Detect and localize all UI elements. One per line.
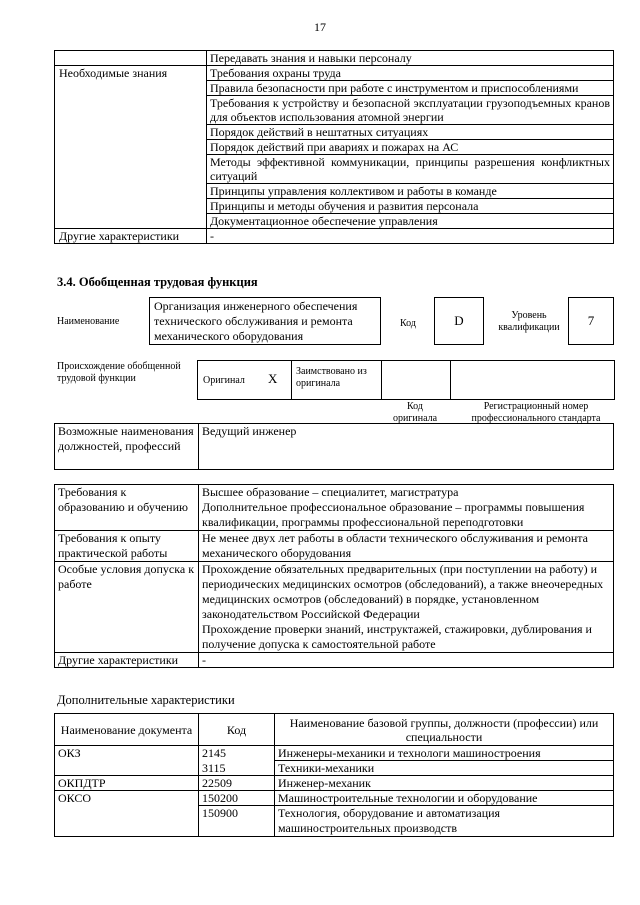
table-cell-empty [55, 214, 207, 229]
table-cell-empty [55, 199, 207, 214]
table-row [55, 806, 614, 837]
table-cell-empty [55, 140, 207, 155]
table-cell-value: Методы эффективной коммуникации, принципы разрешения конфликтных ситуаций [207, 155, 614, 184]
table-cell-value: Документационное обеспечение управления [207, 214, 614, 229]
origin-box [197, 360, 615, 400]
cell-doc: ОКПДТР [55, 776, 199, 791]
cell-name: Инженер-механик [275, 776, 614, 791]
table-row [55, 653, 614, 668]
table-cell-value: Принципы и методы обучения и развития персонала [207, 199, 614, 214]
table-row [55, 81, 614, 96]
requirement-value: - [199, 653, 614, 668]
cell-name: Машиностроительные технологии и оборудование [275, 791, 614, 806]
table-row [55, 424, 614, 470]
positions-table [54, 423, 614, 470]
code-box: D [434, 297, 484, 345]
original-label: Оригинал [203, 375, 245, 386]
requirement-value: Не менее двух лет работы в области технического обслуживания и ремонта механического оборудования [199, 531, 614, 562]
table-row [55, 214, 614, 229]
divider [450, 360, 451, 400]
table-cell-empty [55, 184, 207, 199]
table-row [55, 229, 614, 244]
table-cell-empty [55, 96, 207, 125]
table-cell-value: Принципы управления коллективом и работы в команде [207, 184, 614, 199]
table-cell-label: Необходимые знания [55, 66, 207, 81]
header-doc: Наименование документа [55, 714, 199, 746]
requirement-label: Требования к образованию и обучению [55, 485, 199, 531]
table-row [55, 791, 614, 806]
table-row [55, 140, 614, 155]
table-row [55, 96, 614, 125]
level-box: 7 [568, 297, 614, 345]
cell-code: 2145 [199, 746, 275, 761]
divider [291, 360, 292, 400]
additional-table [54, 713, 614, 837]
cell-name: Инженеры-механики и технологи машиностроения [275, 746, 614, 761]
cell-doc [55, 806, 199, 837]
table-row [55, 125, 614, 140]
table-row [55, 562, 614, 653]
table-header-row [55, 714, 614, 746]
function-name-box: Организация инженерного обеспечения технического обслуживания и ремонта механического оборудования [149, 297, 381, 345]
table-row [55, 51, 614, 66]
cell-doc: ОКЗ [55, 746, 199, 761]
section-title: 3.4. Обобщенная трудовая функция [57, 275, 258, 289]
table-cell-empty [55, 125, 207, 140]
requirement-value: Высшее образование – специалитет, магистратура Дополнительное профессиональное образование – программы повышения квалификации, программы профессиональной переподготовки [199, 485, 614, 531]
header-name: Наименование базовой группы, должности (профессии) или специальности [275, 714, 614, 746]
table-cell-label: Другие характеристики [55, 229, 207, 244]
table-cell-value: Правила безопасности при работе с инструментом и приспособлениями [207, 81, 614, 96]
header-code: Код [199, 714, 275, 746]
cell-doc [55, 761, 199, 776]
positions-label: Возможные наименования должностей, профессий [55, 424, 199, 470]
knowledge-table [54, 50, 614, 244]
code-original-label: Код оригинала [392, 401, 438, 424]
table-cell-empty [55, 81, 207, 96]
cell-name: Технология, оборудование и автоматизация машиностроительных производств [275, 806, 614, 837]
requirement-label: Другие характеристики [55, 653, 199, 668]
name-label: Наименование [57, 316, 120, 327]
requirement-label: Требования к опыту практической работы [55, 531, 199, 562]
cell-code: 22509 [199, 776, 275, 791]
table-cell-value: - [207, 229, 614, 244]
table-row [55, 155, 614, 184]
table-row [55, 66, 614, 81]
table-row [55, 199, 614, 214]
level-label: Уровень квалификации [498, 310, 560, 333]
table-cell-value: Передавать знания и навыки персоналу [207, 51, 614, 66]
additional-title: Дополнительные характеристики [57, 693, 235, 707]
table-row [55, 761, 614, 776]
cell-code: 3115 [199, 761, 275, 776]
table-row [55, 776, 614, 791]
original-mark: X [268, 371, 278, 386]
cell-code: 150900 [199, 806, 275, 837]
table-cell-empty [55, 155, 207, 184]
page-number: 17 [314, 20, 326, 34]
requirement-value: Прохождение обязательных предварительных (при поступлении на работу) и периодических медицинских осмотров (обследований), а также внеочередных медицинских осмотров (обследований) в порядке, установленном законодательством Российской Федерации Прохождение проверки знаний, инструктажей, стажировки, дублирования и получение допуска к самостоятельной работе [199, 562, 614, 653]
table-row [55, 531, 614, 562]
table-cell-label [55, 51, 207, 66]
requirement-label: Особые условия допуска к работе [55, 562, 199, 653]
cell-doc: ОКСО [55, 791, 199, 806]
table-row [55, 184, 614, 199]
reg-number-label: Регистрационный номер профессионального стандарта [471, 401, 601, 424]
table-cell-value: Требования к устройству и безопасной эксплуатации грузоподъемных кранов для объектов использования атомной энергии [207, 96, 614, 125]
table-row [55, 485, 614, 531]
cell-code: 150200 [199, 791, 275, 806]
table-cell-value: Требования охраны труда [207, 66, 614, 81]
requirements-table [54, 484, 614, 668]
table-row [55, 746, 614, 761]
positions-value: Ведущий инженер [199, 424, 614, 470]
origin-label: Происхождение обобщенной трудовой функции [57, 361, 181, 384]
divider [381, 360, 382, 400]
code-label: Код [400, 318, 416, 329]
cell-name: Техники-механики [275, 761, 614, 776]
borrowed-label: Заимствовано из оригинала [296, 366, 367, 389]
table-cell-value: Порядок действий в нештатных ситуациях [207, 125, 614, 140]
table-cell-value: Порядок действий при авариях и пожарах на АС [207, 140, 614, 155]
